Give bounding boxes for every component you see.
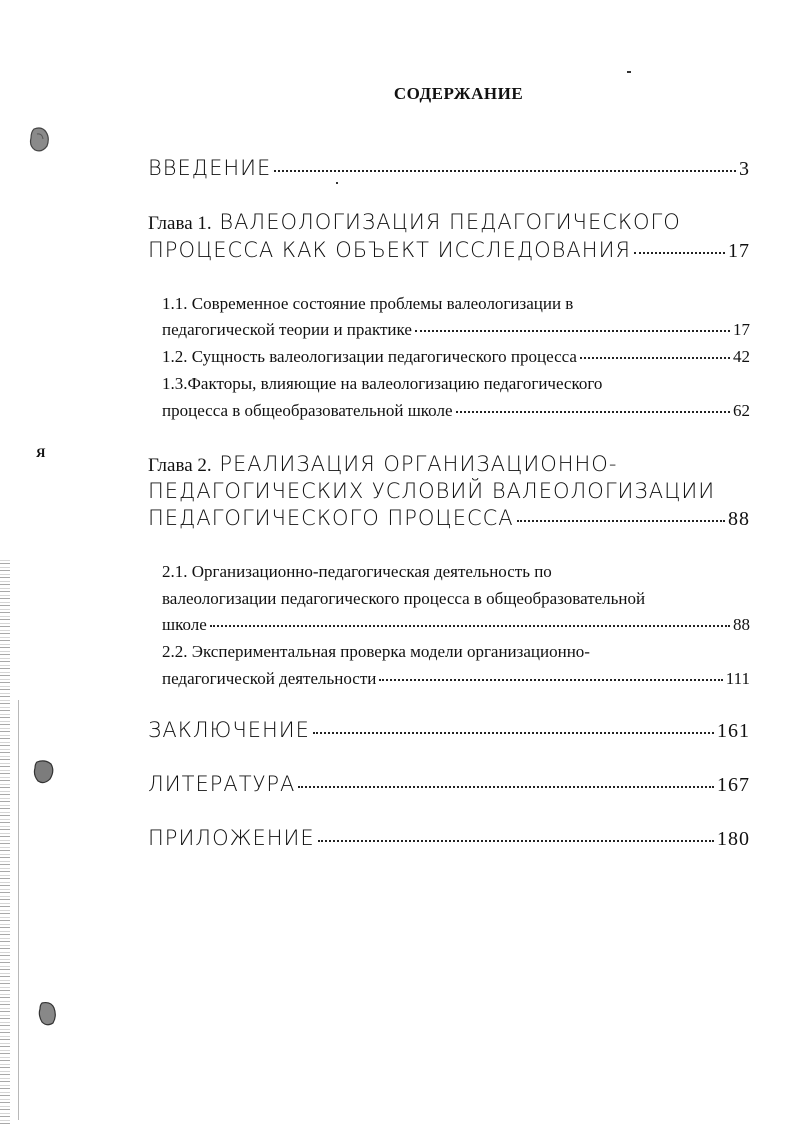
toc-entry-title: ЛИТЕРАТУРА xyxy=(148,772,296,796)
dot-leader xyxy=(379,679,722,681)
toc-entry-title: ВВЕДЕНИЕ xyxy=(148,156,272,180)
toc-page-number: 42 xyxy=(733,347,750,366)
dot-leader xyxy=(298,786,714,788)
toc-entry-intro xyxy=(148,156,750,181)
dot-leader xyxy=(415,330,730,332)
chapter-prefix: Глава 2. xyxy=(148,455,212,476)
punch-hole-icon xyxy=(36,1000,60,1028)
toc-entry-section-2-2 xyxy=(162,669,750,689)
toc-chapter-2-line2: ПЕДАГОГИЧЕСКИХ УСЛОВИЙ ВАЛЕОЛОГИЗАЦИИ xyxy=(148,479,716,503)
toc-entry-section-1-2 xyxy=(162,347,750,367)
scan-edge-artifact xyxy=(0,560,10,1127)
toc-entry-appendix xyxy=(148,826,750,851)
dot-leader xyxy=(318,840,714,842)
toc-chapter-1-line1 xyxy=(148,210,681,235)
toc-entry-section-1-3 xyxy=(162,401,750,421)
toc-page-number: 161 xyxy=(717,720,750,742)
scan-speck xyxy=(627,71,631,73)
toc-page-number: 17 xyxy=(728,240,750,262)
toc-chapter-2-line1 xyxy=(148,452,617,477)
toc-section-2-1-line1: 2.1. Организационно-педагогическая деятельность по xyxy=(162,562,552,581)
dot-leader xyxy=(210,625,730,627)
toc-entry-literature xyxy=(148,772,750,797)
margin-mark: Я xyxy=(36,445,46,460)
chapter-title-line1: ВАЛЕОЛОГИЗАЦИЯ ПЕДАГОГИЧЕСКОГО xyxy=(219,210,681,234)
toc-page-number: 88 xyxy=(733,615,750,634)
punch-hole-icon xyxy=(32,758,56,786)
toc-page-number: 167 xyxy=(717,774,750,796)
chapter-title-line3: ПЕДАГОГИЧЕСКОГО ПРОЦЕССА xyxy=(148,506,514,530)
toc-entry-section-2-1 xyxy=(162,615,750,635)
toc-page-number: 111 xyxy=(725,669,750,688)
toc-section-2-2-line1: 2.2. Экспериментальная проверка модели организационно- xyxy=(162,642,590,661)
dot-leader xyxy=(634,252,725,254)
toc-entry-chapter-1 xyxy=(148,238,750,263)
toc-entry-conclusion xyxy=(148,718,750,743)
scan-edge-line xyxy=(18,700,19,1120)
toc-entry-section-1-1 xyxy=(162,320,750,340)
scan-speck xyxy=(336,182,338,184)
chapter-title-line1: РЕАЛИЗАЦИЯ ОРГАНИЗАЦИОННО- xyxy=(219,452,618,476)
toc-page-number: 88 xyxy=(728,508,750,530)
toc-page-number: 3 xyxy=(739,158,750,180)
toc-entry-title: ПРИЛОЖЕНИЕ xyxy=(148,826,315,850)
section-title-line2: педагогической теории и практике xyxy=(162,320,412,339)
toc-section-1-3-line1: 1.3.Факторы, влияющие на валеологизацию педагогического xyxy=(162,374,603,393)
toc-page-number: 62 xyxy=(733,401,750,420)
section-title: 1.2. Сущность валеологизации педагогического процесса xyxy=(162,347,577,366)
toc-section-1-1-line1: 1.1. Современное состояние проблемы валеологизации в xyxy=(162,294,574,313)
section-title-line2: процесса в общеобразовательной школе xyxy=(162,401,453,420)
toc-entry-chapter-2 xyxy=(148,506,750,531)
punch-hole-icon xyxy=(28,126,52,154)
dot-leader xyxy=(456,411,731,413)
section-title-line2: педагогической деятельности xyxy=(162,669,377,688)
dot-leader xyxy=(313,732,714,734)
toc-page-number: 180 xyxy=(717,828,750,850)
section-title-line3: школе xyxy=(162,615,207,634)
toc-section-2-1-line2: валеологизации педагогического процесса в общеобразовательной xyxy=(162,589,646,608)
chapter-prefix: Глава 1. xyxy=(148,213,212,234)
chapter-title-line2: ПРОЦЕССА КАК ОБЪЕКТ ИССЛЕДОВАНИЯ xyxy=(148,238,632,262)
dot-leader xyxy=(274,170,736,172)
dot-leader xyxy=(517,520,725,522)
toc-entry-title: ЗАКЛЮЧЕНИЕ xyxy=(148,718,310,742)
page-title: СОДЕРЖАНИЕ xyxy=(393,84,524,103)
toc-page-number: 17 xyxy=(733,320,750,339)
dot-leader xyxy=(580,357,730,359)
